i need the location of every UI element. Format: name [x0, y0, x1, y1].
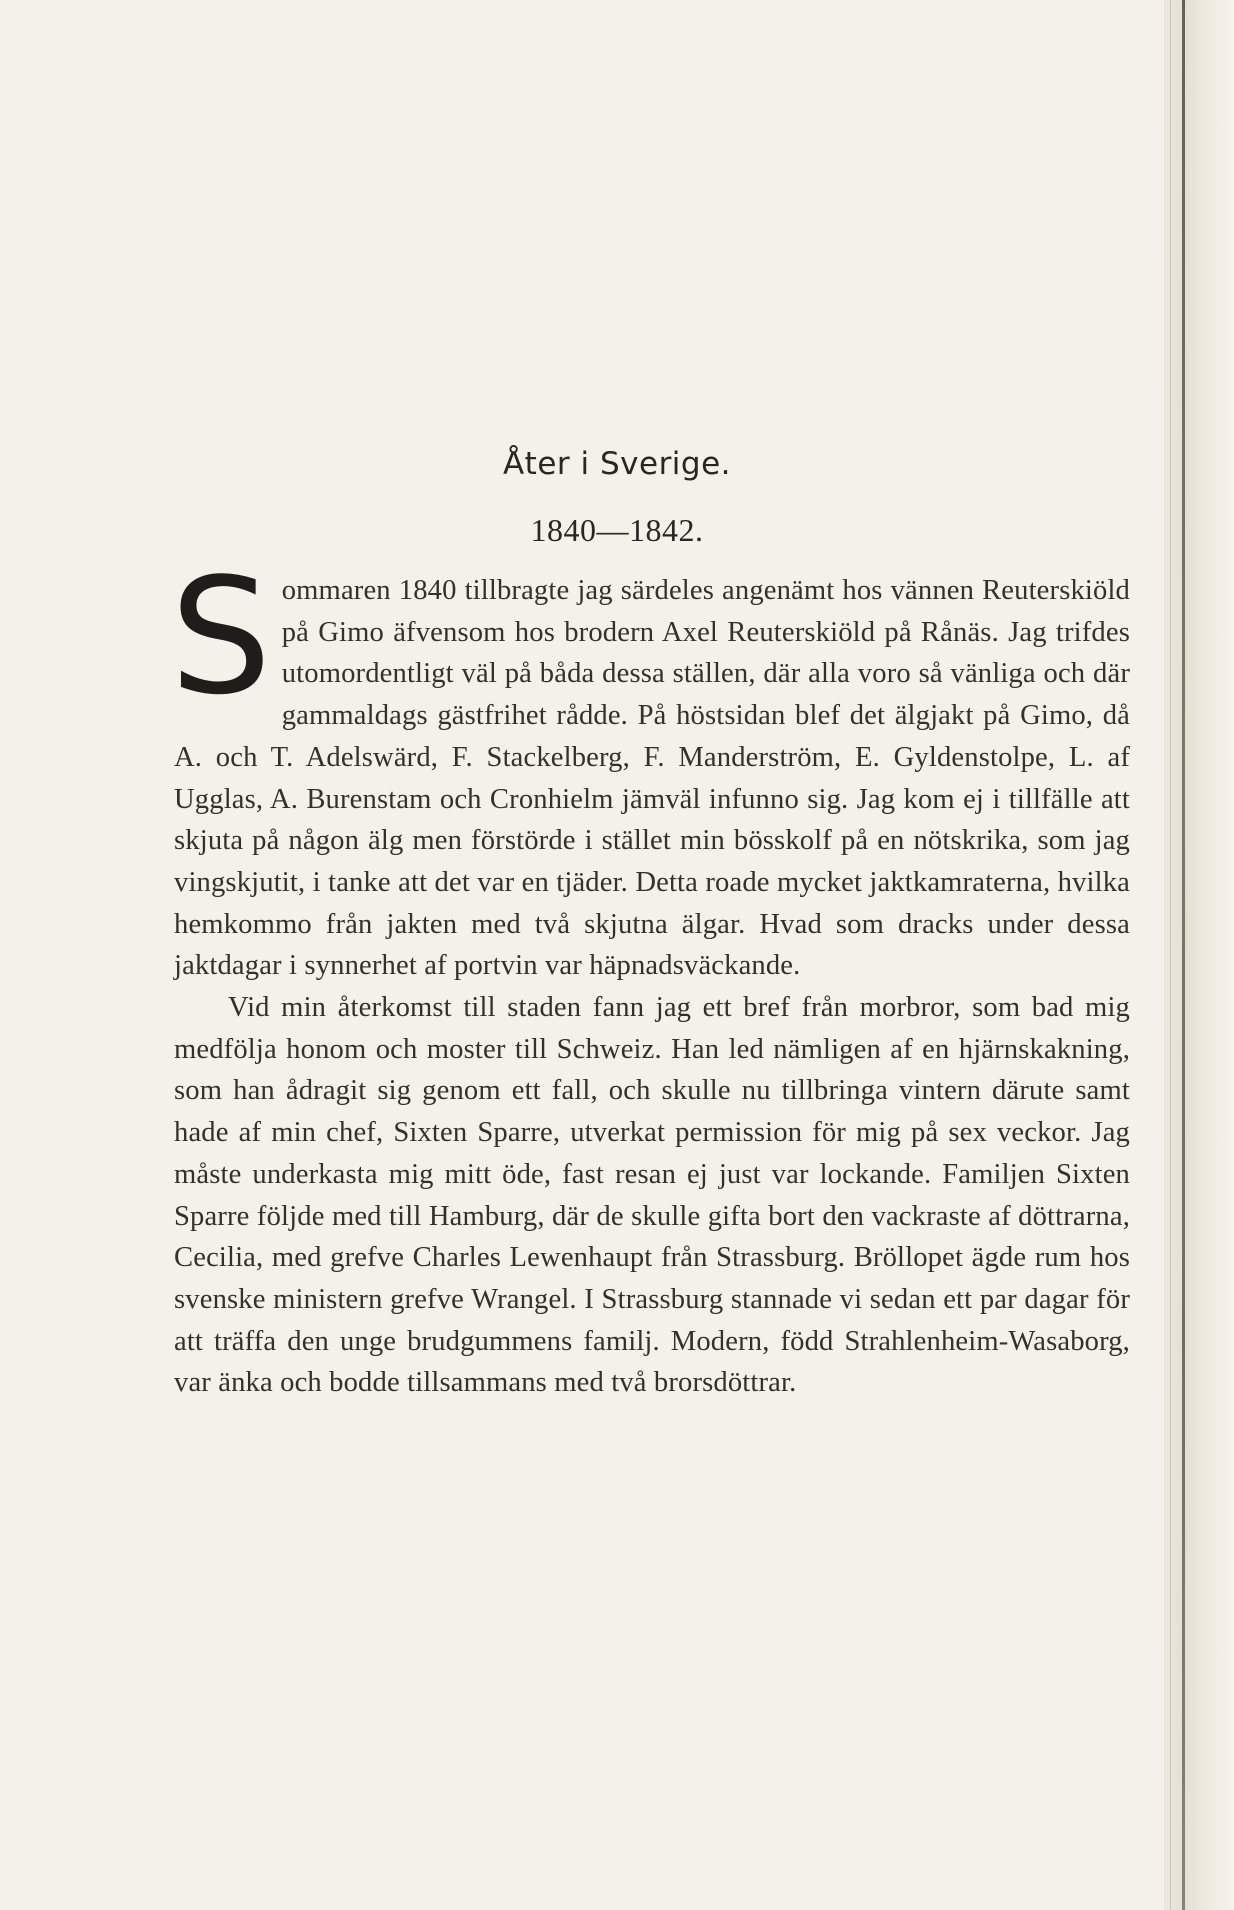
paragraph-1-text: ommaren 1840 tillbragte jag särdeles angenämt hos vännen Reuterskiöld på Gimo äfvensom hos brodern Axel Reuterskiöld på Rånäs. Jag trifdes utomordentligt väl på båda dessa ställen, där alla voro så vänliga och där gammaldags gästfrihet rådde. På höstsidan blef det älgjakt på Gimo, då A. och T. Adelswärd, F. Stackelberg, F. Manderström, E. Gyldenstolpe, L. af Ugglas, A. Burenstam och Cronhielm jämväl infunno sig. Jag kom ej i tillfälle att skjuta på någon älg men förstörde i stället min bösskolf på en nötskrika, som jag vingskjutit, i tanke att det var en tjäder. Detta roade mycket jaktkamraterna, hvilka hemkommo från jakten med två skjutna älgar. Hvad som dracks under dessa jaktdagar i synnerhet af portvin var häpnadsväckande.	[174, 575, 1130, 982]
chapter-title: Åter i Sverige.	[502, 446, 732, 482]
drop-cap: S	[170, 543, 272, 730]
page-binding-edge	[1164, 0, 1234, 1910]
next-page-edge	[1182, 0, 1185, 1910]
paragraph-1	[170, 543, 1130, 987]
chapter-years: 1840—1842.	[530, 512, 704, 548]
paragraph-2: Vid min återkomst till staden fann jag ett bref från morbror, som bad mig medfölja honom och moster till Schweiz. Han led nämligen af en hjärnskakning, som han ådragit sig genom ett fall, och skulle nu tillbringa vintern därute samt hade af min chef, Sixten Sparre, utverkat permission för mig på sex veckor. Jag måste underkasta mig mitt öde, fast resan ej just var lockande. Familjen Sixten Sparre följde med till Hamburg, där de skulle gifta bort den vackraste af döttrarna, Cecilia, med grefve Charles Lewenhaupt från Strassburg. Bröllopet ägde rum hos svenske ministern grefve Wrangel. I Strassburg stannade vi sedan ett par dagar för att träffa den unge brudgummens familj. Modern, född Strahlenheim-Wasaborg, var änka och bodde tillsammans med två brorsdöttrar.	[174, 992, 1130, 1399]
body-text	[170, 543, 1130, 1404]
page-edge-shadow	[1170, 0, 1171, 1910]
